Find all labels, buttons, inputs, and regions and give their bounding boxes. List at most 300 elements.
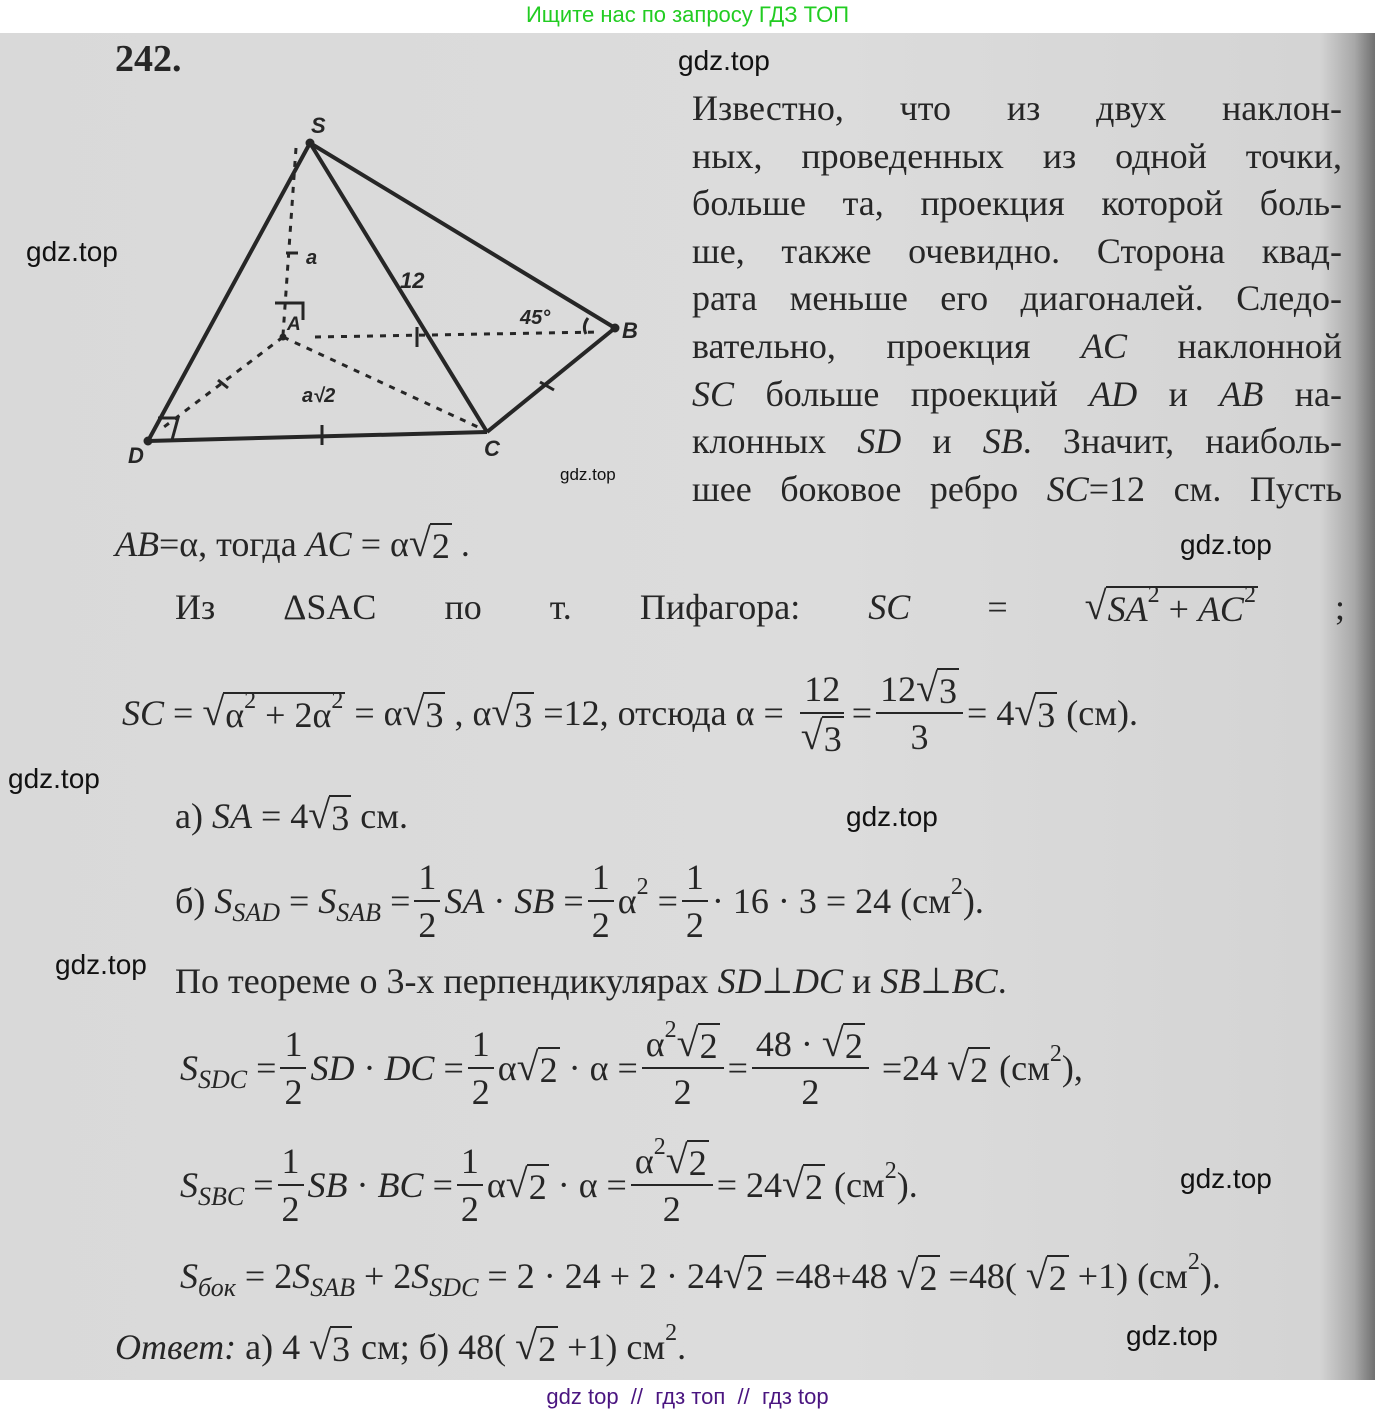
paragraph-line [692,418,1342,466]
text-run: =48( [939,1256,1026,1296]
text-run: 1 [591,857,610,897]
text-run: рата меньше его диагоналей. Следо- [692,278,1342,319]
text-run: · [347,1165,378,1205]
paragraph-line [692,323,1342,371]
text-run: Из [175,587,216,627]
text-run: (см [824,1165,885,1205]
subscript: SBC [198,1182,245,1211]
denominator [682,902,708,946]
text-run: =24 [872,1048,948,1088]
denominator [280,1069,306,1113]
diagonal-label: a√2 [302,385,336,407]
radicand [512,692,534,734]
paragraph-line [692,371,1342,419]
square-root [1026,1255,1069,1297]
radicand [527,1164,549,1206]
text-run: + [1159,589,1198,629]
denominator [414,902,440,946]
superscript: 2 [653,1133,666,1160]
text-run: = [434,1048,464,1088]
text-run: 2 [591,905,610,945]
paragraph-line [692,180,1342,228]
text-run: ше, также очевидно. Сторона квад- [692,230,1342,271]
numerator [278,1140,304,1186]
edge-sa [283,148,296,335]
fraction [797,668,848,758]
square-root [801,716,844,758]
square-root [666,1140,709,1182]
text-run: = 2 · 24 + 2 · 24 [478,1256,724,1296]
text-run: 2 [281,1189,300,1229]
radicand [1047,1255,1069,1297]
radicand [803,1164,825,1206]
radicand [1106,582,1258,629]
problem-number: 242. [115,38,182,80]
text-run: √ 2 [688,1143,707,1183]
italic-symbol: AC [1197,589,1244,629]
text-run: = [648,881,678,921]
square-root [822,1023,865,1065]
text-run: см; б) 48( [352,1327,516,1367]
denominator [457,1186,483,1230]
watermark: gdz.top [1126,1320,1218,1351]
text-run: = α [345,693,403,733]
text-run: 1 [281,1141,300,1181]
text-run: 2 [685,905,704,945]
superscript: 2 [244,688,257,714]
text-run: =48+48 [765,1256,897,1296]
text-run: = [554,881,584,921]
text-run: √ 2 [699,1026,718,1066]
text-run: . [677,1327,687,1367]
textbook-page [0,33,1375,1380]
text-run: √ 2 [844,1026,863,1066]
text-run: = 2 [235,1256,293,1296]
paragraph-line [692,85,1342,133]
italic-symbol: √ SA [1107,589,1148,629]
italic-symbol: SB [307,1165,348,1205]
text-run: + 2α [256,695,332,735]
text-run: = [244,1165,274,1205]
text-run: +1) (см [1068,1256,1188,1296]
fraction [278,1140,304,1230]
superscript: 2 [884,1157,897,1184]
text-run: α [497,1048,517,1088]
text-run: · α = [559,1048,638,1088]
text-run: . [451,524,470,564]
text-run: ⊥ [920,961,952,1001]
text-run: +1) см [558,1327,666,1367]
numerator [642,1016,724,1069]
text-run: 2 [662,1189,681,1229]
text-run: √ 2 [538,1329,557,1369]
edge-sc [310,143,487,432]
text-run: ), [1061,1048,1083,1088]
text-run: 2 [418,905,437,945]
text-run: , α [445,693,492,733]
watermark: gdz.top [1180,529,1272,560]
text-run: α [486,1165,506,1205]
vertex-c-label: C [484,436,500,461]
denominator [670,1069,696,1113]
superscript: 2 [636,873,649,900]
radicand [968,1047,990,1089]
superscript: 2 [1243,582,1256,608]
text-run: вательно, проекция [692,325,1082,366]
text-run: . Значит, наиболь- [1022,421,1342,462]
text-run: По теореме о 3-х перпендикулярах [175,961,718,1001]
text-run: а) [175,796,212,836]
text-run: = [247,1048,277,1088]
text-run: Известно, что из двух наклон- [692,88,1342,128]
text-run: по [444,587,482,627]
superscript: 2 [331,688,344,714]
square-root [1014,692,1057,734]
paragraph-line [692,275,1342,323]
math-line [175,856,984,946]
edge-cb [487,328,615,432]
square-root [309,1326,352,1368]
paragraph-line [692,466,1342,514]
text-run: . [997,961,1007,1001]
square-root [1085,582,1258,629]
italic-symbol: AB [115,524,159,564]
italic-symbol: S [180,1048,198,1088]
footer-links: gdz top // гдз топ // гдз top [546,1384,829,1409]
radicand [744,1255,766,1297]
text-run: √ 2 [919,1258,938,1298]
text-run: 2 [673,1072,692,1112]
radicand [329,795,351,837]
text-run: √ 3 [939,671,958,711]
square-root [506,1164,549,1206]
text-run: клонных [692,421,858,462]
text-run: = [381,881,411,921]
watermark: gdz.top [846,801,938,832]
italic-symbol: SB [880,961,921,1001]
italic-symbol: S [180,1165,198,1205]
radicand [430,523,452,565]
text-run: больше та, проекция которой боль- [692,183,1342,224]
text-run: б) [175,881,215,921]
text-run: 1 [284,1024,303,1064]
text-run: √ 2 [745,1258,764,1298]
radicand [538,1047,560,1089]
text-run: т. [549,587,572,627]
fraction [457,1140,483,1230]
text-run: α [634,1141,654,1181]
watermark: gdz.top [55,949,147,980]
subscript: SAB [310,1273,355,1302]
italic-symbol: DC [384,1048,435,1088]
paragraph-line [692,133,1342,181]
text-run: на- [1263,373,1343,414]
italic-symbol: BC [377,1165,424,1205]
text-run: ). [1199,1256,1221,1296]
text-run: ΔSAC [283,587,377,627]
radicand [687,1140,709,1182]
fraction [752,1023,869,1113]
text-run: √ 2 [970,1050,989,1090]
italic-symbol: SC [1046,468,1089,509]
math-line [180,1133,918,1230]
square-root [517,1047,560,1089]
square-root [409,523,452,565]
math-line [175,960,1007,1002]
text-run: ⊥ [761,961,794,1001]
numerator [457,1140,483,1186]
text-run: и [901,421,983,462]
italic-symbol: SD [310,1048,355,1088]
answer-line [115,1319,687,1369]
text-run: = [423,1165,453,1205]
text-run: =α, тогда [158,524,306,564]
superscript: 2 [664,1016,677,1043]
text-run: 1 [418,857,437,897]
italic-symbol: SC [868,587,911,627]
text-run: = 4 [251,796,309,836]
denominator [468,1069,494,1113]
radicand [536,1326,558,1368]
text-run: наклонной [1127,325,1343,366]
text-run: ). [896,1165,918,1205]
search-banner: Ищите нас по запросу ГДЗ ТОП [525,2,850,27]
italic-symbol: AD [1089,373,1138,414]
fraction [588,856,614,946]
text-run: 12 [880,669,917,709]
text-run: 1 [685,857,704,897]
text-run: а) 4 [236,1327,310,1367]
italic-symbol: S [214,881,233,921]
radicand [822,716,844,758]
fraction [631,1133,713,1230]
square-root [308,795,351,837]
square-root [403,692,446,734]
text-run: (см). [1057,693,1139,733]
italic-symbol: AB [1219,373,1264,414]
square-root [947,1047,990,1089]
radicand [843,1023,865,1065]
text-run: = α [351,524,409,564]
text-run: √ α [225,695,245,735]
text-run: α [617,881,637,921]
math-line [122,668,1138,758]
text-run: 2 [801,1072,820,1112]
square-root [491,692,534,734]
text-run: √ 2 [431,526,450,566]
text-run: 1 [471,1024,490,1064]
text-run: 2 [284,1072,303,1112]
radicand [223,688,345,735]
italic-symbol: S [411,1256,430,1296]
watermark: gdz.top [560,465,616,484]
text-run: + 2 [354,1256,412,1296]
italic-symbol: Ответ: [115,1327,237,1367]
text-run: 2 [460,1189,479,1229]
text-run: (см [990,1048,1050,1088]
math-line [115,523,470,565]
numerator [588,856,614,902]
square-root [677,1023,720,1065]
italic-symbol: S [292,1256,311,1296]
text-run: см. [351,796,408,836]
vertex-d-label: D [128,443,144,468]
denominator [797,714,848,758]
text-run: √ 2 [1048,1258,1067,1298]
numerator [876,668,963,714]
italic-symbol: SD [857,421,902,462]
text-run: и [843,961,881,1001]
text-run: √ 2 [804,1167,823,1207]
fraction [280,1023,306,1113]
text-run: = 4 [967,693,1015,733]
text-run: больше проекций [734,373,1090,414]
denominator [797,1069,823,1113]
text-run: = [279,881,319,921]
text-run: √ 3 [823,719,842,759]
edge-sb [310,143,615,328]
explanation-paragraph [692,85,1342,513]
fraction [468,1023,494,1113]
text-run: 2 [471,1072,490,1112]
edge-ab [315,332,600,337]
text-run: 3 [910,717,929,757]
math-line [180,1248,1221,1302]
text-run: = 24 [716,1165,782,1205]
vertex-s-label: S [311,113,326,138]
subscript: SDC [429,1273,479,1302]
superscript: 2 [1187,1248,1200,1275]
square-root [782,1164,825,1206]
numerator [752,1023,869,1069]
text-run: ). [962,881,984,921]
italic-symbol: S [180,1256,198,1296]
math-line [175,582,1345,629]
italic-symbol: SB [982,421,1023,462]
superscript: 2 [950,873,963,900]
height-label: a [306,247,318,269]
square-root [916,668,959,710]
denominator [588,902,614,946]
text-run: = [978,587,1017,627]
text-run: 48 · [755,1024,822,1064]
denominator [907,714,933,758]
text-run: Пифагора: [639,587,801,627]
square-root [202,688,345,735]
watermark: gdz.top [1180,1163,1272,1194]
edge-ac [283,337,480,428]
square-root [723,1255,766,1297]
italic-symbol: SA [444,881,485,921]
angle-label: 45° [520,307,551,329]
text-run: · [354,1048,385,1088]
italic-symbol: SC [692,373,735,414]
radicand [698,1023,720,1065]
watermark: gdz.top [26,236,118,267]
radicand [918,1255,940,1297]
edge-dc [148,432,487,441]
text-run: =12, отсюда α = [534,693,793,733]
text-run: 1 [460,1141,479,1181]
italic-symbol: BC [951,961,998,1001]
italic-symbol: SD [717,961,762,1001]
text-run: =12 см. Пусть [1088,468,1342,509]
italic-symbol: AC [1081,325,1128,366]
numerator [280,1023,306,1069]
italic-symbol: S [318,881,337,921]
numerator [800,668,844,714]
radicand [1035,692,1057,734]
text-run: ных, проведенных из одной точки, [692,135,1342,176]
watermark: gdz.top [8,763,100,794]
subscript: SAB [336,898,382,927]
text-run: · 16 · 3 = 24 (см [711,881,951,921]
text-run: √ 3 [331,798,350,838]
square-root [897,1255,940,1297]
subscript: SDC [198,1065,248,1094]
radicand [937,668,959,710]
text-run: · [484,881,515,921]
denominator [659,1186,685,1230]
text-run: √ 3 [1037,695,1056,735]
italic-symbol: DC [793,961,844,1001]
superscript: 2 [1049,1040,1062,1067]
math-line [175,795,408,837]
text-run: √ 2 [528,1167,547,1207]
text-run: √ 3 [425,695,444,735]
fraction [414,856,440,946]
fraction [876,668,963,758]
text-run: и [1137,373,1220,414]
numerator [682,856,708,902]
text-run: √ 2 [539,1050,558,1090]
text-run: α [645,1024,665,1064]
text-run: √ 3 [514,695,533,735]
italic-symbol: SB [514,881,555,921]
vertex-a-label: A [287,314,301,335]
denominator [278,1186,304,1230]
radicand [330,1326,352,1368]
numerator [631,1133,713,1186]
subscript: SAD [232,898,280,927]
superscript: 2 [1147,582,1160,608]
vertex-b-label: B [622,318,638,343]
text-run: √ 3 [332,1329,351,1369]
fraction [642,1016,724,1113]
text-run: = [164,693,203,733]
italic-symbol: SC [122,693,165,733]
superscript: 2 [665,1319,678,1346]
paragraph-line [692,228,1342,276]
fraction [682,856,708,946]
edge-length-label: 12 [400,268,425,293]
text-run: ; [1325,587,1345,627]
text-run: = [727,1048,748,1088]
text-run: = [851,693,873,733]
numerator [468,1023,494,1069]
subscript: бок [198,1273,236,1302]
text-run: · α = [548,1165,627,1205]
square-root [515,1326,558,1368]
math-line [180,1016,1083,1113]
text-run: шее боковое ребро [692,468,1047,509]
numerator [414,856,440,902]
text-run: 12 [804,669,841,709]
radicand [423,692,445,734]
watermark: gdz.top [678,45,770,76]
italic-symbol: AC [305,524,352,564]
italic-symbol: SA [211,796,252,836]
